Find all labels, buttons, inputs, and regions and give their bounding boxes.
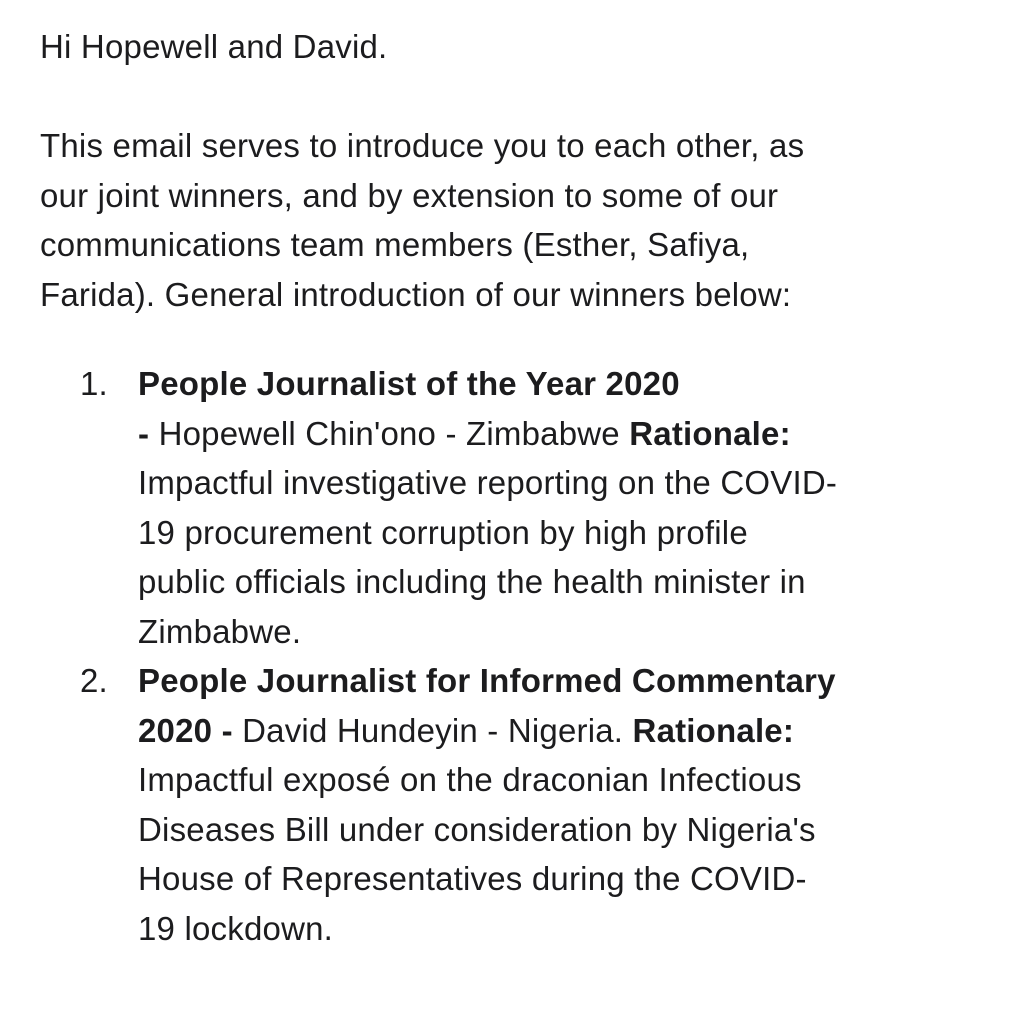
list-number: 1. — [80, 365, 108, 402]
intro-paragraph — [40, 121, 985, 319]
rationale-line: House of Representatives during the COVID- — [138, 860, 807, 897]
rationale-label: Rationale: — [632, 711, 795, 749]
rationale-line: Impactful investigative reporting on the COVID- — [138, 464, 838, 501]
winner-line — [138, 409, 985, 459]
rationale-line: Impactful exposé on the draconian Infectious — [138, 761, 802, 798]
winner-item — [40, 359, 985, 656]
rationale-line: Diseases Bill under consideration by Nigeria's — [138, 810, 816, 848]
paragraph-spacer — [40, 72, 985, 122]
intro-line: our joint winners, and by extension to some of our — [40, 176, 779, 214]
rationale-line: 19 lockdown. — [138, 909, 334, 947]
rationale-line: public officials including the health minister in — [138, 563, 806, 600]
email-body — [40, 22, 985, 953]
award-year: 2020 - — [138, 711, 233, 749]
intro-line: communications team members (Esther, Safiya, — [40, 226, 750, 263]
winner-name: David Hundeyin - Nigeria. — [232, 711, 633, 749]
greeting — [40, 22, 985, 72]
list-number: 2. — [80, 662, 108, 699]
award-dash: - — [138, 414, 150, 452]
intro-line: Farida). General introduction of our winners below: — [40, 275, 792, 313]
rationale-line: Zimbabwe. — [138, 612, 302, 650]
intro-line: This email serves to introduce you to each other, as — [40, 127, 805, 164]
winner-line — [138, 706, 985, 756]
winners-list — [40, 359, 985, 953]
greeting-text: Hi Hopewell and David. — [40, 28, 388, 65]
winner-name: Hopewell Chin'ono - Zimbabwe — [149, 414, 630, 452]
award-title: People Journalist for Informed Commentary — [138, 662, 836, 699]
rationale-line: 19 procurement corruption by high profile — [138, 513, 748, 551]
award-title: People Journalist of the Year 2020 — [138, 365, 680, 402]
rationale-label: Rationale: — [629, 414, 791, 452]
winner-item — [40, 656, 985, 953]
